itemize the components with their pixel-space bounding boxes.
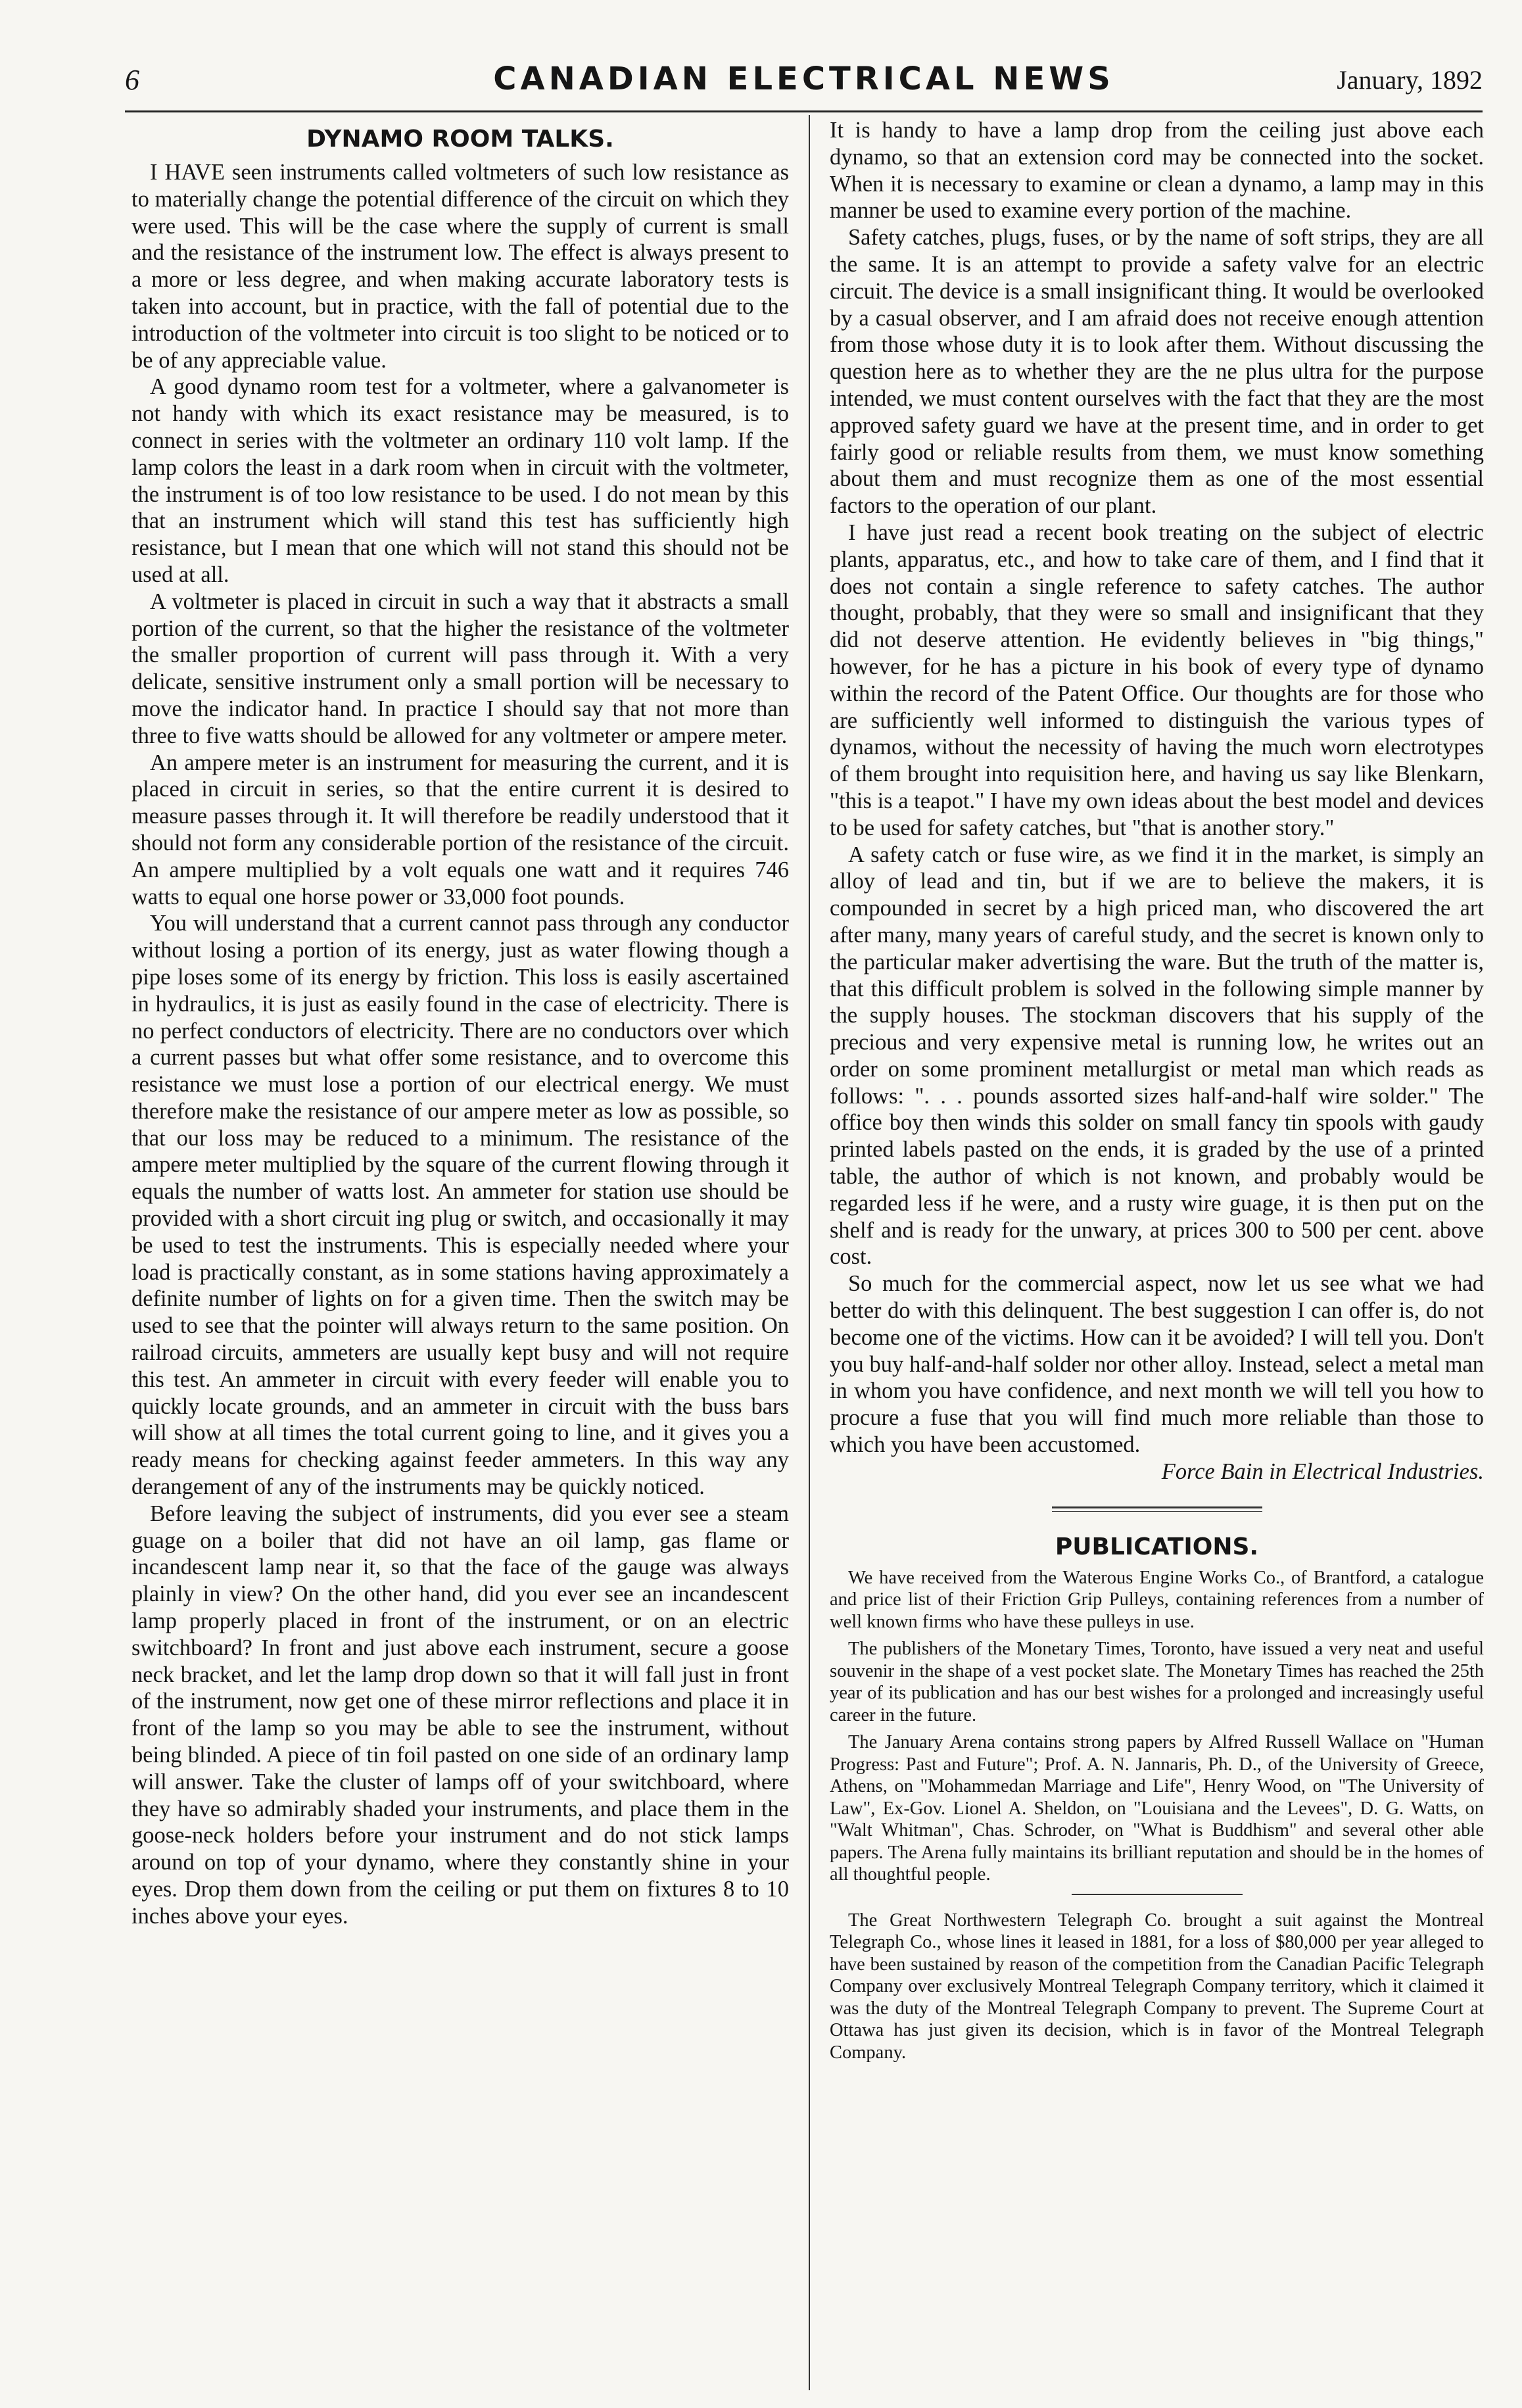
publication-item: The publishers of the Monetary Times, Toronto, have issued a very neat and useful souvenir in the shape of a vest pocket slate. The Monetary Times has reached the 25th year of its publication and has our best wishes for a prolonged and increasingly useful career in the future. <box>830 1639 1484 1725</box>
publications-section <box>830 1531 1484 2064</box>
article-paragraph: So much for the commercial aspect, now let us see what we had better do with this delinquent. The best suggestion I can offer is, do not become one of the victims. How can it be avoided? I will tell you. Don't you buy half-and-half solder nor other alloy. Instead, select a metal man in whom you have confidence, and next month we will tell you how to procure a fuse that you will find much more reliable than those to which you have been accustomed. <box>830 1271 1484 1458</box>
left-column <box>131 117 789 1930</box>
article-paragraph: Safety catches, plugs, fuses, or by the name of soft strips, they are all the same. It is an attempt to provide a safety valve for an electric circuit. The device is a small insignificant thing. It would be overlooked by a casual observer, and I am afraid does not receive enough attention from those whose duty it is to look after them. Without discussing the question here as to whether they are the ne plus ultra for the purpose intended, we must content ourselves with the fact that they are the most approved safety guard we have at the present time, and in order to get fairly good or reliable results from them, we must know something about them and must recognize them as one of the most essential factors to the operation of our plant. <box>830 225 1484 519</box>
publications-title: PUBLICATIONS. <box>1055 1533 1259 1560</box>
article-paragraph: A good dynamo room test for a voltmeter, where a galvanometer is not handy with which its exact resistance may be measured, is to connect in series with the voltmeter an ordinary 110 volt lamp. If the lamp colors the least in a dark room when in circuit with the voltmeter, the instrument is of too low resistance to be used. I do not mean by this that an instrument which will stand this test has sufficiently high resistance, but I mean that one which will not stand this should not be used at all. <box>131 374 789 587</box>
article-paragraph: Before leaving the subject of instruments, did you ever see a steam guage on a boiler that did not have an oil lamp, gas flame or incandescent lamp near it, so that the face of the gauge was always plainly in view? On the other hand, did you ever see an incandescent lamp properly placed in front of the instrument, or on an electric switchboard? In front and just above each instrument, secure a goose neck bracket, and let the lamp drop down so that it will fall just in front of the instrument, now get one of these mirror reflections and place it in front of the lamp so you may be able to see the instrument, without being blinded. A piece of tin foil pasted on one side of an ordinary lamp will answer. Take the cluster of lamps off of your switchboard, where they have so admirably shaded your instruments, and place them in the goose-neck holders before your instrument and do not stick lamps around on top of your dynamo, where they constantly shine in your eyes. Drop them down from the ceiling or put them on fixtures 8 to 10 inches above your eyes. <box>131 1501 789 1929</box>
article-paragraph: It is handy to have a lamp drop from the ceiling just above each dynamo, so that an extension cord may be connected into the socket. When it is necessary to examine or clean a dynamo, a lamp may in this manner be used to examine every portion of the machine. <box>830 118 1484 224</box>
publication-item: The January Arena contains strong papers by Alfred Russell Wallace on "Human Progress: Past and Future"; Prof. A. N. Jannaris, Ph. D., of the University of Greece, Athens, on "Mohammedan Marriage and Life", Henry Wood, on "The University of Law", Ex-Gov. Lionel A. Sheldon, on "Louisiana and the Levees", D. G. Watts, on "Walt Whitman", Chas. Schroder, on "What is Buddhism" and several other able papers. The Arena fully maintains its brilliant reputation and should be in the homes of all thoughtful people. <box>830 1732 1484 1885</box>
page-number: 6 <box>125 64 139 96</box>
section-divider <box>1072 1894 1243 1895</box>
article-paragraph: You will understand that a current cannot pass through any conductor without losing a portion of its energy, just as water flowing though a pipe loses some of its energy by friction. This loss is easily ascertained in hydraulics, it is just as easily found in the case of electricity. There is no perfect conductors of electricity. There are no conductors over which a current passes but what offer some resistance, and to overcome this resistance we must lose a portion of our electrical energy. We must therefore make the resistance of our ampere meter as low as possible, so that our loss may be reduced to a minimum. The resistance of the ampere meter multiplied by the square of the current flowing through it equals the number of watts lost. An ammeter for station use should be provided with a short circuit ing plug or switch, and occasionally it may be used to test the instruments. This is especially needed where your load is practically constant, as in some stations having approximately a definite number of lights on for a given time. Then the switch may be used to see that the pointer will always return to the same position. On railroad circuits, ammeters are usually kept busy and will not require this test. An ammeter in circuit with every feeder will enable you to quickly locate grounds, and an ammeter in circuit with the buss bars will show at all times the total current going to line, and it gives you a ready means for checking against feeder ammeters. In this way any derangement of any of the instruments may be quickly noticed. <box>131 911 789 1500</box>
article-paragraph: A voltmeter is placed in circuit in such a way that it abstracts a small portion of the current, so that the higher the resistance of the voltmeter the smaller proportion of current will pass through it. With a very delicate, sensitive instrument only a small portion will be necessary to move the indicator hand. In practice I should say that not more than three to five watts should be allowed for any voltmeter or ampere meter. <box>131 589 789 748</box>
column-divider <box>809 115 810 2390</box>
page-header <box>125 60 1483 107</box>
article-paragraph: A safety catch or fuse wire, as we find it in the market, is simply an alloy of lead and tin, but if we are to believe the makers, it is compounded in secret by a high priced man, who discovered the art after many, many years of careful study, and the secret is known only to the particular maker advertising the ware. But the truth of the matter is, that this difficult problem is solved in the following simple manner by the supply houses. The stockman discovers that his supply of the precious and very expensive metal is running low, he writes out an order on some prominent metallurgist or metal man which reads as follows: ". . . pounds assorted sizes half-and-half wire solder." The office boy then winds this solder on small fancy tin spools with gaudy printed labels pasted on the ends, it is graded by the use of a printed table, the author of which is not known, and probably would be regarded less if he were, and a rusty wire guage, it is then put on the shelf and is ready for the unwary, at prices 300 to 500 per cent. above cost. <box>830 842 1484 1270</box>
issue-date: January, 1892 <box>1337 65 1483 95</box>
section-divider <box>1052 1506 1262 1512</box>
right-column <box>830 117 1484 2069</box>
article-title: DYNAMO ROOM TALKS. <box>306 126 614 153</box>
journal-title: CANADIAN ELECTRICAL NEWS <box>493 60 1114 97</box>
article-paragraph: An ampere meter is an instrument for measuring the current, and it is placed in circuit in series, so that the entire current it is desired to measure passes through it. It will therefore be readily understood that it should not form any considerable portion of the resistance of the circuit. An ampere multiplied by a volt equals one watt and it requires 746 watts to equal one horse power or 33,000 foot pounds. <box>131 750 789 909</box>
article-paragraph: I have just read a recent book treating on the subject of electric plants, apparatus, etc., and how to take care of them, and I find that it does not contain a single reference to safety catches. The author thought, probably, that they were so small and insignificant that they did not deserve attention. He evidently believes in "big things," however, for he has a picture in his book of every type of dynamo within the record of the Patent Office. Our thoughts are for those who are sufficiently well informed to distinguish the various types of dynamos, without the necessity of having the much worn electrotypes of them brought into requisition here, and having us say like Blenkarn, "this is a teapot." I have my own ideas about the best model and devices to be used for safety catches, but "that is another story." <box>830 519 1484 840</box>
article-paragraph: I HAVE seen instruments called voltmeters of such low resistance as to materially change the potential difference of the circuit on which they were used. This will be the case where the supply of current is small and the resistance of the instrument low. The effect is always present to a more or less degree, and when making accurate laboratory tests is taken into account, but in practice, with the fall of potential due to the introduction of the voltmeter into circuit is too slight to be noticed or to be of any appreciable value. <box>131 160 789 373</box>
article-signature: Force Bain in Electrical Industries. <box>1161 1458 1484 1484</box>
publication-item: We have received from the Waterous Engine Works Co., of Brantford, a catalogue and price list of their Friction Grip Pulleys, containing references from a number of well known firms who have these pulleys in use. <box>830 1567 1484 1632</box>
header-rule <box>125 110 1483 112</box>
news-item: The Great Northwestern Telegraph Co. brought a suit against the Montreal Telegraph Co., whose lines it leased in 1881, for a loss of $80,000 per year alleged to have been sustained by reason of the competition from the Canadian Pacific Telegraph Company over exclusively Montreal Telegraph Company territory, which it claimed it was the duty of the Montreal Telegraph Company to prevent. The Supreme Court at Ottawa has just given its decision, which is in favor of the Montreal Telegraph Company. <box>830 1910 1484 2063</box>
